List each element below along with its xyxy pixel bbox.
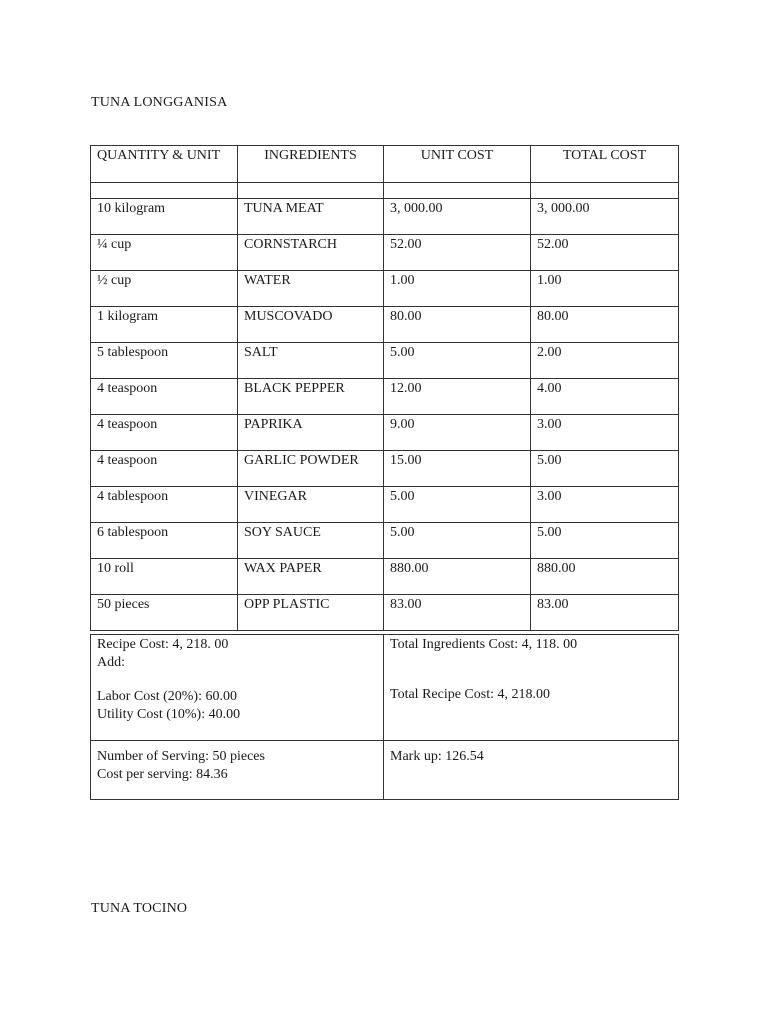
ingredient-total-cost: 3.00: [531, 415, 679, 451]
ingredient-unit-cost: 5.00: [384, 487, 531, 523]
ingredient-total-cost: 1.00: [531, 271, 679, 307]
table-row: [91, 523, 679, 559]
summary-row-serving: [91, 741, 679, 800]
ingredient-name: OPP PLASTIC: [238, 595, 384, 631]
ingredient-total-cost: 880.00: [531, 559, 679, 595]
number-of-serving-text: Number of Serving: 50 pieces: [97, 749, 265, 764]
ingredient-name: WATER: [238, 271, 384, 307]
table-row: [91, 307, 679, 343]
ingredient-quantity: ½ cup: [91, 271, 238, 307]
header-quantity-unit: QUANTITY & UNIT: [91, 146, 238, 183]
table-row: [91, 487, 679, 523]
cost-summary-table: [90, 634, 679, 800]
summary-cell-totals: [384, 635, 679, 741]
ingredient-unit-cost: 880.00: [384, 559, 531, 595]
table-row: [91, 199, 679, 235]
ingredient-quantity: 4 tablespoon: [91, 487, 238, 523]
cost-per-serving-text: Cost per serving: 84.36: [97, 767, 228, 782]
ingredient-quantity: ¼ cup: [91, 235, 238, 271]
ingredient-unit-cost: 52.00: [384, 235, 531, 271]
ingredient-name: GARLIC POWDER: [238, 451, 384, 487]
total-ingredients-cost-text: Total Ingredients Cost: 4, 118. 00: [390, 637, 578, 652]
labor-cost-text: Labor Cost (20%): 60.00: [97, 689, 237, 704]
ingredient-quantity: 4 teaspoon: [91, 415, 238, 451]
table-row: [91, 379, 679, 415]
ingredient-name: WAX PAPER: [238, 559, 384, 595]
ingredient-quantity: 10 kilogram: [91, 199, 238, 235]
ingredient-name: BLACK PEPPER: [238, 379, 384, 415]
ingredient-quantity: 5 tablespoon: [91, 343, 238, 379]
ingredient-total-cost: 52.00: [531, 235, 679, 271]
ingredient-total-cost: 83.00: [531, 595, 679, 631]
empty-cell: [91, 183, 238, 199]
table-row: [91, 235, 679, 271]
ingredient-quantity: 1 kilogram: [91, 307, 238, 343]
ingredient-total-cost: 4.00: [531, 379, 679, 415]
ingredient-name: CORNSTARCH: [238, 235, 384, 271]
empty-cell: [238, 183, 384, 199]
header-unit-cost: UNIT COST: [384, 146, 531, 183]
ingredient-quantity: 4 teaspoon: [91, 451, 238, 487]
header-ingredients: INGREDIENTS: [238, 146, 384, 183]
ingredient-total-cost: 80.00: [531, 307, 679, 343]
ingredient-total-cost: 3.00: [531, 487, 679, 523]
recipe-title-tuna-tocino: TUNA TOCINO: [91, 901, 188, 916]
ingredient-unit-cost: 15.00: [384, 451, 531, 487]
ingredient-quantity: 4 teaspoon: [91, 379, 238, 415]
ingredient-unit-cost: 5.00: [384, 523, 531, 559]
recipe-cost-text: Recipe Cost: 4, 218. 00: [97, 637, 229, 652]
total-recipe-cost-text: Total Recipe Cost: 4, 218.00: [390, 687, 551, 702]
ingredient-total-cost: 3, 000.00: [531, 199, 679, 235]
mark-up-text: Mark up: 126.54: [390, 749, 484, 764]
table-row: [91, 559, 679, 595]
ingredient-unit-cost: 80.00: [384, 307, 531, 343]
recipe-title-tuna-longganisa: TUNA LONGGANISA: [91, 95, 228, 110]
header-total-cost: TOTAL COST: [531, 146, 679, 183]
ingredient-name: MUSCOVADO: [238, 307, 384, 343]
summary-cell-serving: [91, 741, 384, 800]
ingredient-unit-cost: 5.00: [384, 343, 531, 379]
add-label: Add:: [97, 655, 125, 670]
table-row: [91, 343, 679, 379]
summary-row-costs: [91, 635, 679, 741]
table-row: [91, 451, 679, 487]
table-row: [91, 271, 679, 307]
ingredient-unit-cost: 9.00: [384, 415, 531, 451]
ingredient-unit-cost: 3, 000.00: [384, 199, 531, 235]
table-header-row: [91, 146, 679, 183]
summary-cell-markup: [384, 741, 679, 800]
ingredients-cost-table: [90, 145, 679, 631]
utility-cost-text: Utility Cost (10%): 40.00: [97, 707, 241, 722]
ingredient-quantity: 6 tablespoon: [91, 523, 238, 559]
table-row: [91, 415, 679, 451]
ingredient-unit-cost: 12.00: [384, 379, 531, 415]
ingredient-total-cost: 2.00: [531, 343, 679, 379]
ingredient-unit-cost: 83.00: [384, 595, 531, 631]
ingredient-name: PAPRIKA: [238, 415, 384, 451]
empty-cell: [384, 183, 531, 199]
ingredient-name: TUNA MEAT: [238, 199, 384, 235]
ingredient-quantity: 50 pieces: [91, 595, 238, 631]
ingredient-total-cost: 5.00: [531, 451, 679, 487]
ingredient-quantity: 10 roll: [91, 559, 238, 595]
ingredient-name: SALT: [238, 343, 384, 379]
ingredient-unit-cost: 1.00: [384, 271, 531, 307]
ingredient-total-cost: 5.00: [531, 523, 679, 559]
empty-cell: [531, 183, 679, 199]
summary-cell-recipe-cost: [91, 635, 384, 741]
table-row: [91, 595, 679, 631]
ingredient-name: SOY SAUCE: [238, 523, 384, 559]
ingredient-name: VINEGAR: [238, 487, 384, 523]
empty-row: [91, 183, 679, 199]
